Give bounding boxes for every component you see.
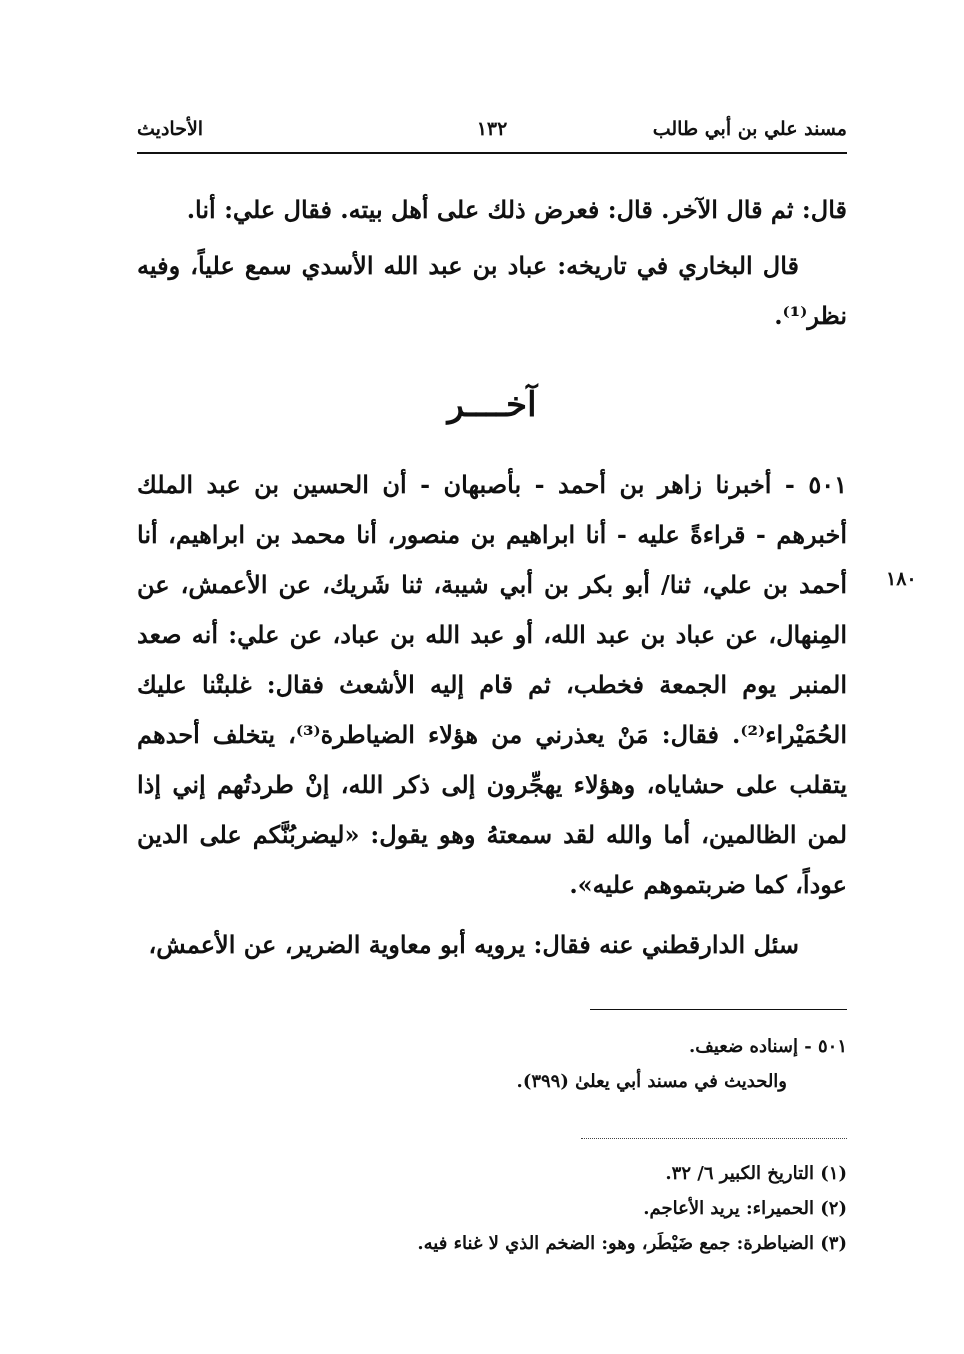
header-book-title: مسند علي بن أبي طالب	[652, 118, 847, 140]
bukhari-note: قال البخاري في تاريخه: عباد بن عبد الله الأسدي سمع علياً، وفيه نظر⁽¹⁾.	[137, 251, 847, 330]
footnote-item: (٣) الضياطرة: جمع ضَيْطَر، وهو: الضخم الذي لا غناء فيه.	[417, 1233, 847, 1254]
continuation-block	[137, 185, 847, 341]
hadith-note-line: ٥٠١ - إسناده ضعيف.	[688, 1036, 847, 1057]
hadith-note-line: والحديث في مسند أبي يعلىٰ (٣٩٩).	[516, 1071, 787, 1092]
footnotes	[137, 1156, 847, 1261]
section-title: آخــــر	[447, 385, 537, 425]
notes-divider	[590, 1009, 847, 1010]
header-section: الأحاديث	[137, 118, 204, 140]
margin-page-reference: ١٨٠	[886, 568, 917, 590]
hadith-501-text: ٥٠١ - أخبرنا زاهر بن أحمد - بأصبهان - أن الحسين بن عبد الملك أخبرهم - قراءةً عليه - أنا ابراهيم بن منصور، أنا محمد بن ابراهيم، أنا أحمد بن علي، ثنا/ أبو بكر بن أبي شيبة، ثنا شَريك، عن الأعمش، عن المِنهال، عن عباد بن عبد الله، أو عبد الله بن عباد، عن علي: أنه صعد المنبر يوم الجمعة فخطب، ثم قام إليه الأشعث فقال: غلبتْنا عليك الحُمَيْراء⁽²⁾. فقال: مَنْ يعذرني من هؤلاء الضياطرة⁽³⁾، يتخلف أحدهم يتقلب على حشاياه، وهؤلاء يهجِّرون إلى ذكر الله، إنْ طردتُهم إني إذا لمن الظالمين، أما والله لقد سمعتهُ وهو يقول: «ليضربُنَّكم على الدين عوداً، كما ضربتموهم عليه».	[137, 470, 848, 899]
daraqutni-line: سئل الدارقطني عنه فقال: يرويه أبو معاوية الضرير، عن الأعمش،	[148, 930, 799, 959]
running-header	[137, 112, 847, 154]
footnote-item: (٢) الحميراء: يريد الأعاجم.	[643, 1198, 847, 1219]
footnote-item: (١) التاريخ الكبير ٦/ ٣٢.	[665, 1163, 847, 1184]
footnote-divider	[581, 1138, 847, 1139]
header-page-number: ١٣٢	[476, 118, 508, 140]
hadith-notes	[137, 1029, 847, 1099]
hadith-block	[137, 460, 847, 970]
continuation-line: قال: ثم قال الآخر. قال: فعرض ذلك على أهل بيته. فقال علي: أنا.	[186, 195, 847, 224]
